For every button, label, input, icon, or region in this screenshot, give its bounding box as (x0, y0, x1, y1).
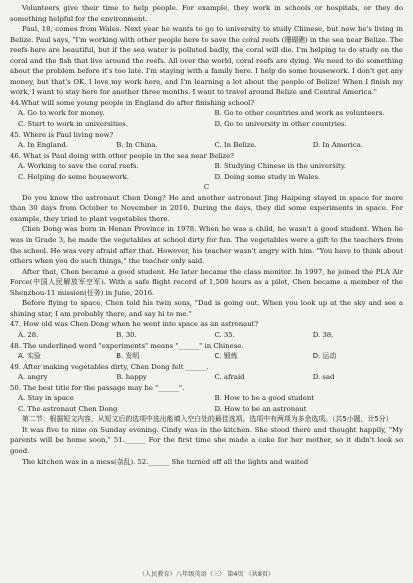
question-49-options (10, 372, 403, 383)
question-50 (10, 383, 403, 415)
question-47-option-c[interactable]: C. 35. (214, 330, 235, 339)
question-46 (10, 151, 403, 183)
question-47-option-d[interactable]: D. 38. (312, 330, 334, 339)
question-50-option-a[interactable]: A. Stay in space (18, 394, 74, 403)
question-44-options-row-1 (10, 108, 403, 119)
passage-b-paragraph-2: Paul, 18, comes from Wales. Next year he wants to go to university to study Chinese, but now he's living in Belize. Paul says, "I'm working with other people here to save the coral reefs (珊瑚礁) in the sea near Belize. The reefs here are beautiful, but if the sea water is polluted badly, the coral will die. I'm helping to do study on the coral and the fish that live around the reefs. All over the world, coral reefs are dying. We need to do something about the problem before it's too late. I'm staying with a family here. I help do some housework. I don't get any money, but that's OK. I love my work here, and I'm learning a lot about the people of Belize! When I finish my work, I want to stay here for another three months. I want to travel around Belize and Central America." (10, 25, 403, 97)
question-46-option-d[interactable]: D. Doing some study in Wales. (214, 172, 321, 181)
passage-c-paragraph-1: Do you know the astronaut Chen Dong? He and another astronaut Jing Haipeng stayed in space for more than 30 days from October to November in 2016. During the days, they did some experiments in space. For example, they tried to plant vegetables there. (10, 193, 403, 223)
question-44-stem: 44.What will some young people in England do after finishing school? (10, 98, 255, 107)
question-45-option-d[interactable]: D. In America. (312, 141, 364, 150)
question-47-stem: 47. How old was Chen Dong when he went into space as an astronaut? (10, 320, 259, 329)
question-49-option-d[interactable]: D. sad (312, 373, 335, 382)
question-48-options (10, 351, 403, 362)
question-49-option-a[interactable]: A. angry (18, 373, 48, 382)
question-48-option-d[interactable]: D. 运动 (312, 352, 337, 361)
question-46-options-row-1 (10, 161, 403, 172)
question-50-option-c[interactable]: C. The astronaut Chen Dong (18, 404, 118, 413)
question-47-option-b[interactable]: B. 30. (116, 330, 137, 339)
question-45-options (10, 140, 403, 151)
question-48-option-c[interactable]: C. 锻炼 (214, 352, 238, 361)
question-46-stem: 46. What is Paul doing with other people in the sea near Belize? (10, 151, 234, 160)
question-50-option-d[interactable]: D. How to be an astronaut (214, 404, 307, 413)
question-46-option-c[interactable]: C. Helping do some housework. (18, 172, 129, 181)
question-46-option-a[interactable]: A. Working to save the coral reefs. (18, 162, 139, 171)
question-45 (10, 130, 403, 151)
question-45-stem: 45. Where is Paul living now? (10, 130, 114, 139)
question-46-option-b[interactable]: B. Studying Chinese in the university. (214, 162, 346, 171)
section-2-paragraph-1: It was five to nine on Sunday evening. Cindy was in the kitchen. She stood there and thought happily, "My parents will be home soon," 51.______ For the first time she made a cake for her mother, so it didn't look so good. (10, 425, 403, 455)
question-49-stem: 49. After making vegetables dirty, Chen Dong felt ______. (10, 362, 209, 371)
question-49-option-c[interactable]: C. afraid (214, 373, 245, 382)
question-47 (10, 319, 403, 340)
question-45-option-c[interactable]: C. In Belize. (214, 141, 257, 150)
questions-c (10, 319, 403, 414)
question-46-options-row-2 (10, 172, 403, 183)
question-48-stem: 48. The underlined word "experiments" means "______" in Chinese. (10, 341, 244, 350)
question-45-option-a[interactable]: A. In England. (18, 141, 68, 150)
passage-c-paragraph-2: Chen Dong was born in Henan Province in 1978. When he was a child, he wasn't a good student. When he was in Grade 3, he made the vegetables at school dirty for fun. The vegetables were a gift to the teachers from the school. He was very afraid after that. However, his teacher wasn't angry with him. "You have to think about others when you do such things," the teacher only said. (10, 225, 403, 266)
page-footer: （人民教育）八年级英语（三） 第4页 （共8页） (138, 571, 275, 579)
question-44-option-d[interactable]: D. Go to university in other countries. (214, 120, 347, 129)
questions-b (10, 98, 403, 182)
passage-c (10, 193, 403, 320)
question-49 (10, 362, 403, 383)
question-44 (10, 98, 403, 130)
question-44-option-a[interactable]: A. Go to work for money. (18, 109, 105, 118)
question-44-option-b[interactable]: B. Go to other countries and work as volunteers. (214, 109, 385, 118)
question-50-options-row-2 (10, 404, 403, 415)
question-47-option-a[interactable]: A. 28. (18, 330, 39, 339)
question-44-options-row-2 (10, 119, 403, 130)
question-45-option-b[interactable]: B. In China. (116, 141, 158, 150)
passage-c-heading: C (203, 183, 210, 192)
section-2-instruction: 第二节：根据短文内容，从短文后的选项中选出能填入空白处的最佳选项。选项中有两项为多余选项。（共5小题，计5分） (22, 415, 393, 424)
question-50-option-b[interactable]: B. How to be a good student (214, 394, 315, 403)
question-48-option-b[interactable]: B. 发明 (116, 352, 140, 361)
passage-c-paragraph-3: After that, Chen became a good student. He later became the class monitor. In 1997, he joined the PLA Air Force(中国人民解放军空军). With a safe flight record of 1,500 hours as a pilot, Chen became a member of the Shenzhou-11 mission(任务) in June, 2016. (10, 267, 403, 297)
question-50-stem: 50. The best title for the passage may be "______". (10, 383, 185, 392)
question-47-options (10, 330, 403, 341)
question-48-option-a[interactable]: A. 实验 (18, 352, 41, 361)
section-2-paragraph-2: The kitchen was in a mess(杂乱). 52.______ She turned off all the lights and waited (22, 457, 309, 466)
question-44-option-c[interactable]: C. Start to work in universities. (18, 120, 128, 129)
passage-b (10, 3, 403, 98)
question-48 (10, 341, 403, 362)
passage-b-paragraph-1: Volunteers give their time to help people. For example, they work in schools or hospitals, or they do something helpful for the environment. (10, 4, 403, 23)
question-49-option-b[interactable]: B. happy (116, 373, 147, 382)
section-2 (10, 414, 403, 467)
question-50-options-row-1 (10, 393, 403, 404)
passage-c-paragraph-4: Before flying to space, Chen told his twin sons, "Dad is going out. When you look up at the sky and see a shining star, I am probably there, and say hi to me." (10, 299, 403, 318)
